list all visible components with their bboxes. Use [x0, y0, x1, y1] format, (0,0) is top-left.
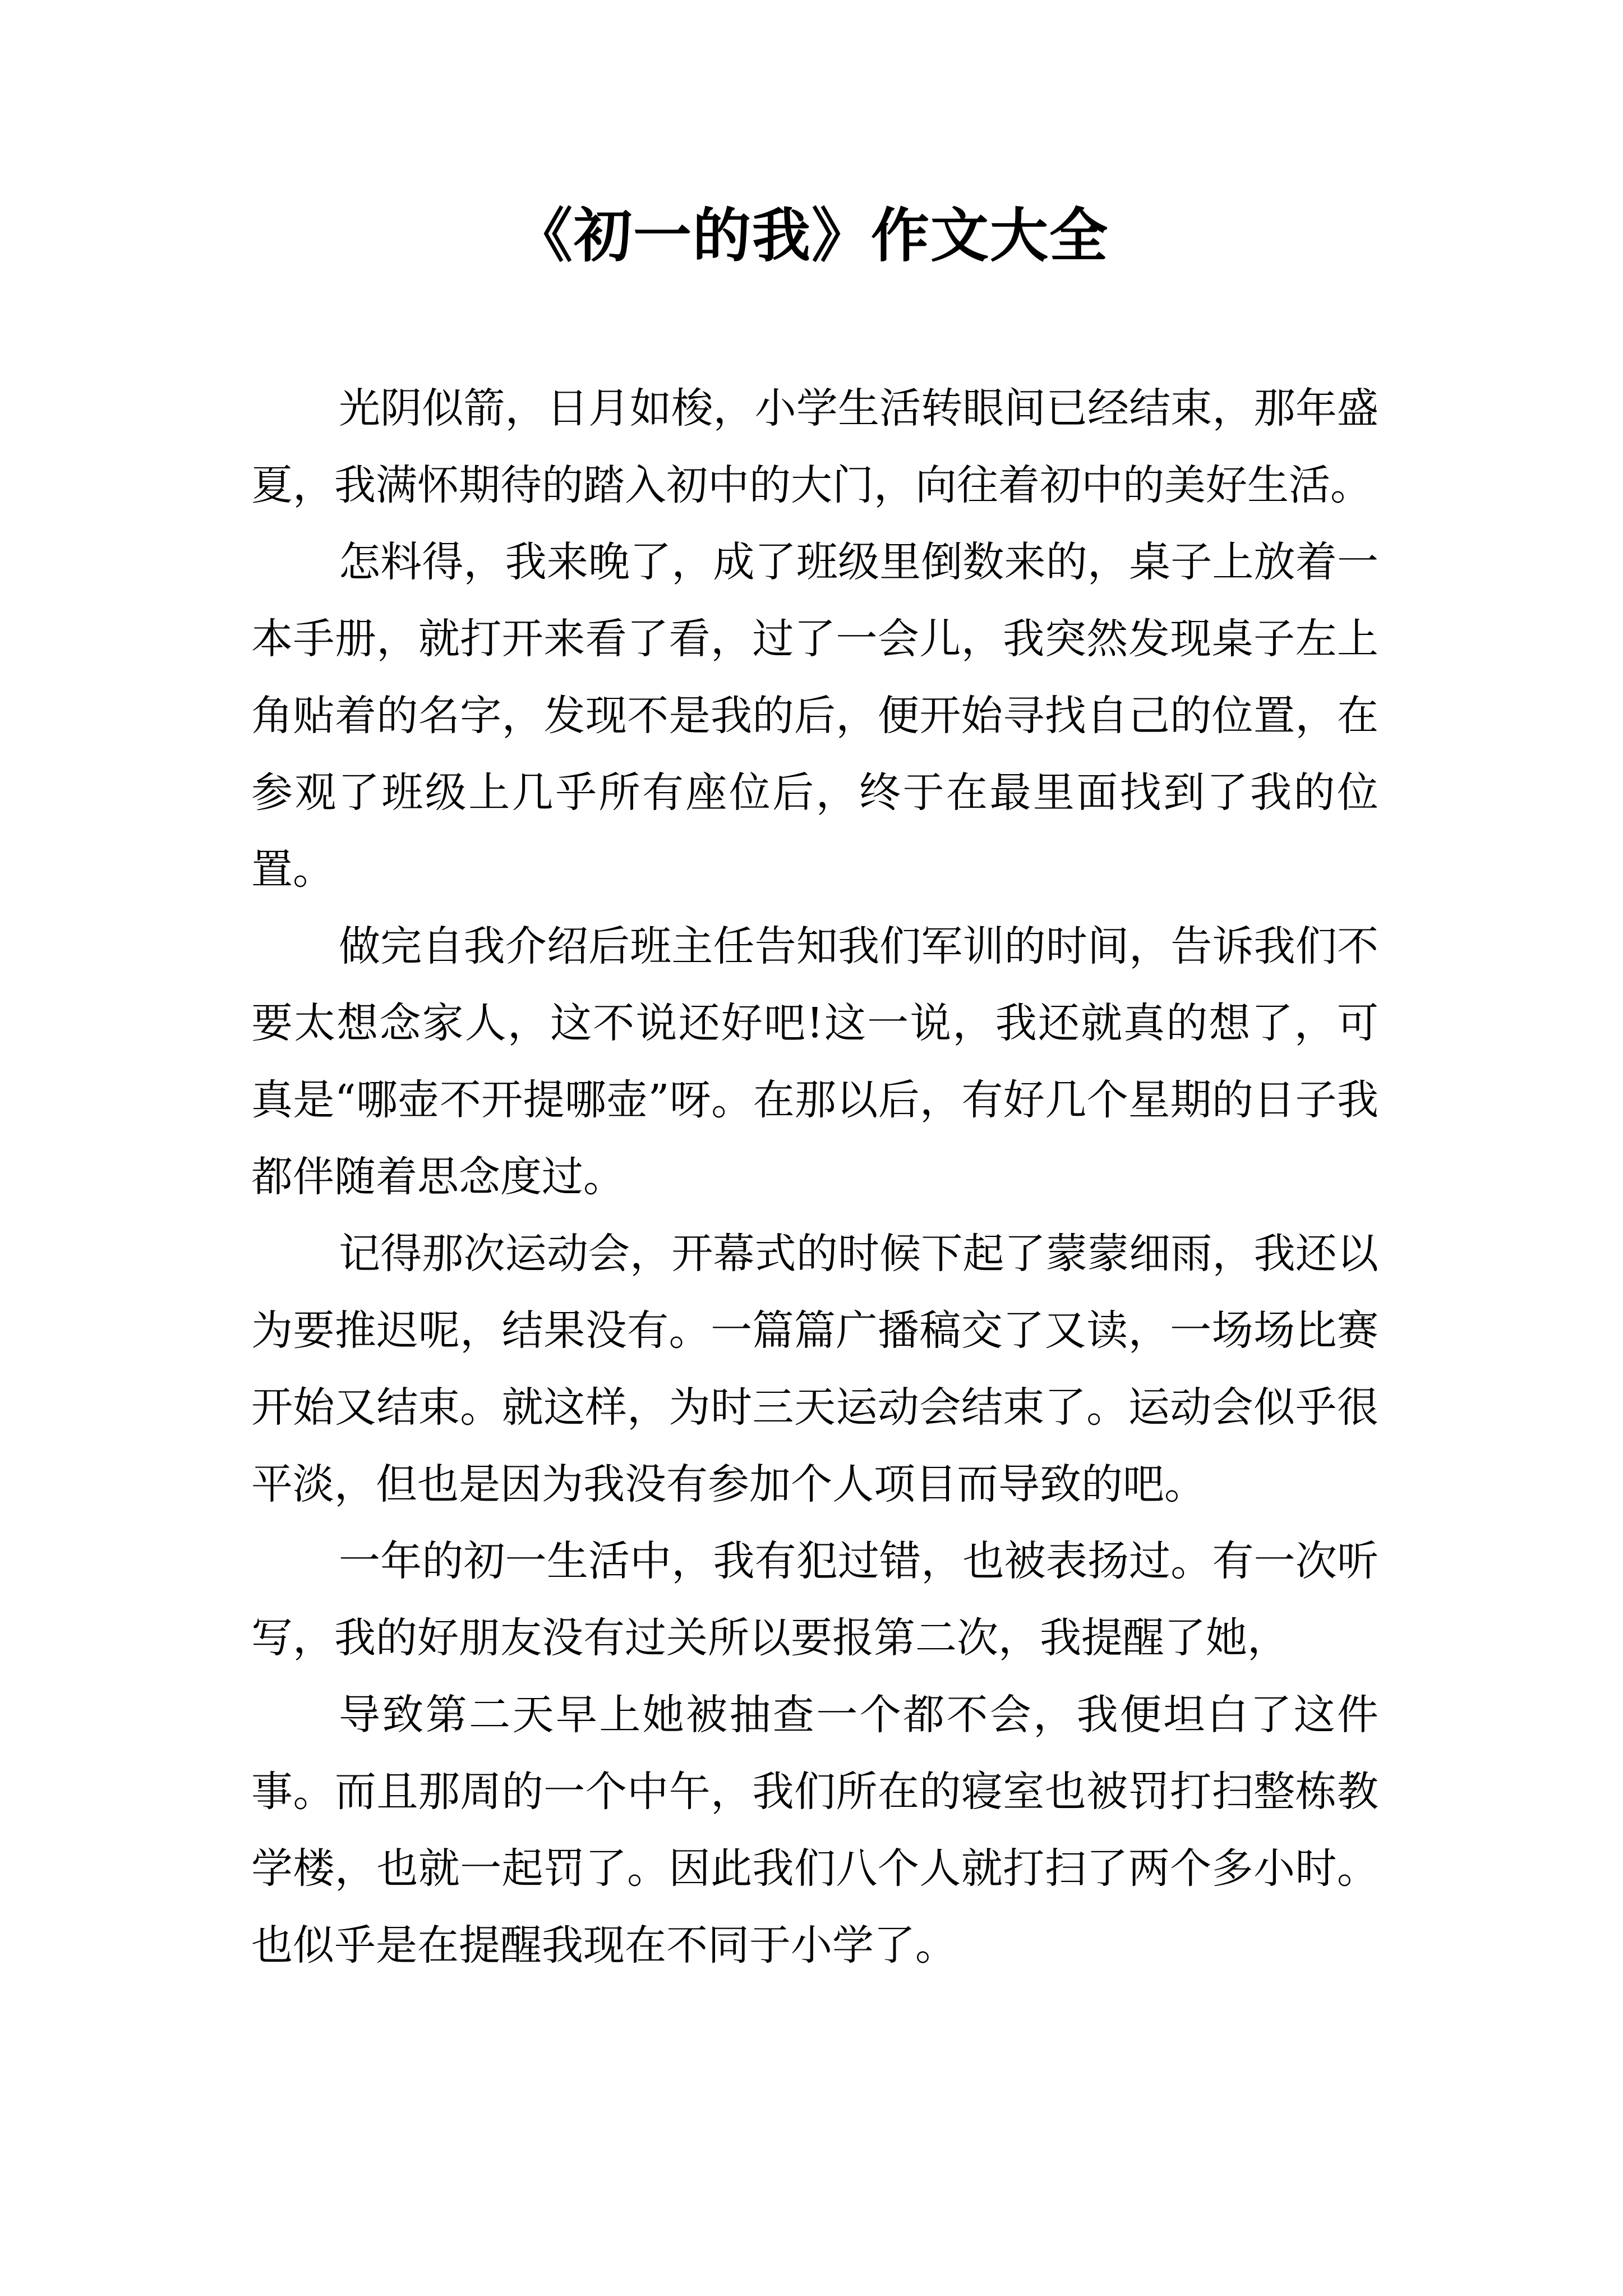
- paragraph-4: 记得那次运动会，开幕式的时候下起了蒙蒙细雨，我还以为要推迟呢，结果没有。一篇篇广播稿交了又读，一场场比赛开始又结束。就这样，为时三天运动会结束了。运动会似乎很平淡，但也是因为我没有参加个人项目而导致的吧。: [251, 1230, 1378, 1508]
- paragraph-6: 导致第二天早上她被抽查一个都不会，我便坦白了这件事。而且那周的一个中午，我们所在的寝室也被罚打扫整栋教学楼，也就一起罚了。因此我们八个人就打扫了两个多小时。也似乎是在提醒我现在不同于小学了。: [251, 1691, 1378, 1970]
- paragraph-1: 光阴似箭，日月如梭，小学生活转眼间已经结束，那年盛夏，我满怀期待的踏入初中的大门，向往着初中的美好生活。: [251, 384, 1378, 509]
- paragraph-2: 怎料得，我来晚了，成了班级里倒数来的，桌子上放着一本手册，就打开来看了看，过了一会儿，我突然发现桌子左上角贴着的名字，发现不是我的后，便开始寻找自己的位置，在参观了班级上几乎所有座位后，终于在最里面找到了我的位置。: [251, 538, 1378, 894]
- document-title: 《初一的我》作文大全: [514, 201, 1109, 270]
- paragraph-3: 做完自我介绍后班主任告知我们军训的时间，告诉我们不要太想念家人，这不说还好吧!这一说，我还就真的想了，可真是“哪壶不开提哪壶”呀。在那以后，有好几个星期的日子我都伴随着思念度过。: [251, 922, 1378, 1201]
- paragraph-5: 一年的初一生活中，我有犯过错，也被表扬过。有一次听写，我的好朋友没有过关所以要报第二次，我提醒了她，: [251, 1537, 1378, 1662]
- document-body: [251, 370, 1378, 1984]
